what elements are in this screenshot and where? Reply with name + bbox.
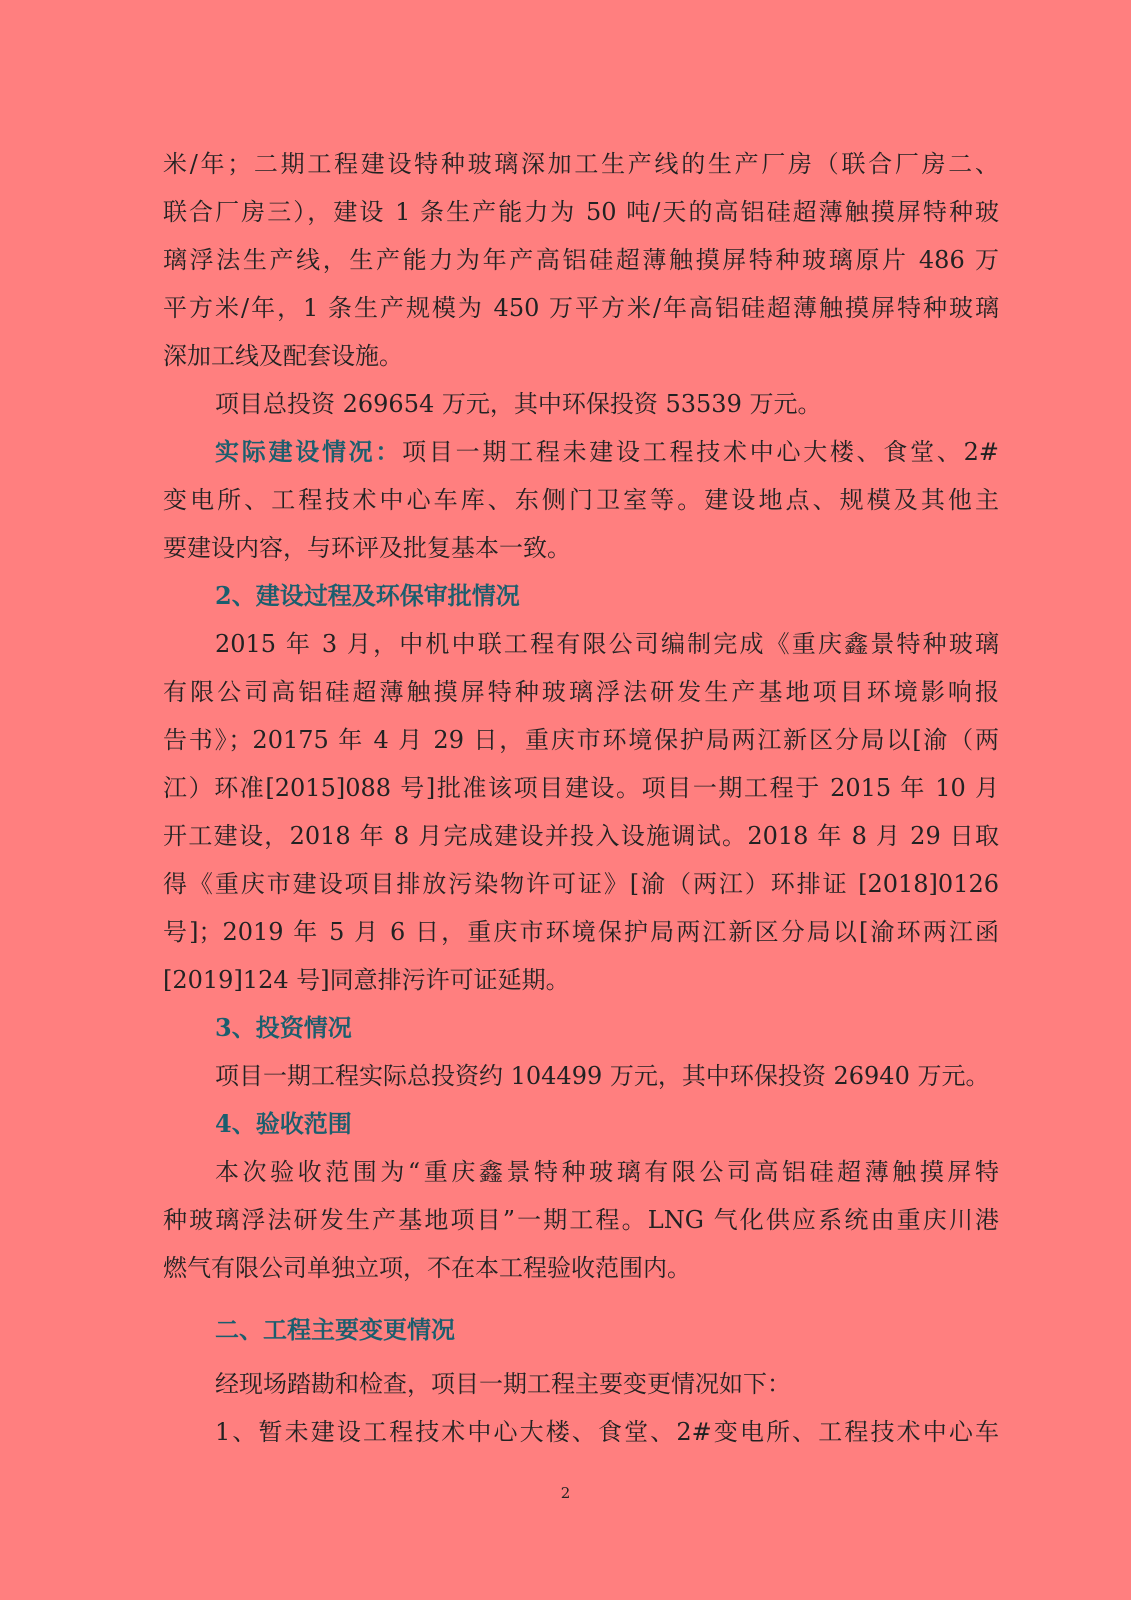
paragraph-total-investment: 项目总投资 269654 万元，其中环保投资 53539 万元。 bbox=[215, 390, 822, 418]
actual-construction-label: 实际建设情况： bbox=[215, 437, 403, 466]
text-line: 米/年；二期工程建设特种玻璃深加工生产线的生产厂房（联合厂房二、 bbox=[163, 150, 999, 178]
paragraph-actual-investment: 项目一期工程实际总投资约 104499 万元，其中环保投资 26940 万元。 bbox=[215, 1062, 990, 1090]
section-heading: 4、验收范围 bbox=[215, 1109, 352, 1138]
text-line: 深加工线及配套设施。 bbox=[163, 342, 403, 370]
chapter-heading: 二、工程主要变更情况 bbox=[215, 1315, 455, 1344]
text-line: 种玻璃浮法研发生产基地项目”一期工程。LNG 气化供应系统由重庆川港 bbox=[163, 1206, 999, 1234]
text-line: 变电所、工程技术中心车库、东侧门卫室等。建设地点、规模及其他主 bbox=[163, 486, 999, 514]
text-line: 平方米/年，1 条生产规模为 450 万平方米/年高铝硅超薄触摸屏特种玻璃 bbox=[163, 294, 999, 322]
text-line: 得《重庆市建设项目排放污染物许可证》[渝（两江）环排证 [2018]0126 bbox=[163, 870, 999, 898]
text-line: 江）环准[2015]088 号]批准该项目建设。项目一期工程于 2015 年 10 月 bbox=[163, 774, 999, 802]
text-line: 要建设内容，与环评及批复基本一致。 bbox=[163, 534, 571, 562]
text-line: [2019]124 号]同意排污许可证延期。 bbox=[163, 966, 570, 994]
text-line bbox=[163, 428, 999, 476]
text-line: 璃浮法生产线，生产能力为年产高铝硅超薄触摸屏特种玻璃原片 486 万 bbox=[163, 246, 999, 274]
paragraph-actual-construction bbox=[163, 428, 999, 572]
text-line: 2015 年 3 月，中机中联工程有限公司编制完成《重庆鑫景特种玻璃 bbox=[215, 630, 999, 658]
page-number: 2 bbox=[560, 1484, 571, 1502]
text-line: 联合厂房三），建设 1 条生产能力为 50 吨/天的高铝硅超薄触摸屏特种玻 bbox=[163, 198, 999, 226]
section-heading: 3、投资情况 bbox=[215, 1013, 352, 1042]
text-line: 告书》；20175 年 4 月 29 日，重庆市环境保护局两江新区分局以[渝（两 bbox=[163, 726, 999, 754]
section-heading: 2、建设过程及环保审批情况 bbox=[215, 581, 520, 610]
text-line: 燃气有限公司单独立项，不在本工程验收范围内。 bbox=[163, 1254, 691, 1282]
paragraph-acceptance-scope bbox=[163, 1148, 999, 1292]
text-line: 号]；2019 年 5 月 6 日，重庆市环境保护局两江新区分局以[渝环两江函 bbox=[163, 918, 999, 946]
document-page bbox=[163, 140, 999, 1456]
paragraph-approval-process bbox=[163, 620, 999, 1004]
change-item-1: 1、暂未建设工程技术中心大楼、食堂、2#变电所、工程技术中心车 bbox=[215, 1418, 999, 1446]
text-line: 本次验收范围为“重庆鑫景特种玻璃有限公司高铝硅超薄触摸屏特 bbox=[215, 1158, 999, 1186]
spacer bbox=[163, 1292, 999, 1306]
paragraph-change-intro: 经现场踏勘和检查，项目一期工程主要变更情况如下： bbox=[215, 1370, 791, 1398]
text-line: 开工建设，2018 年 8 月完成建设并投入设施调试。2018 年 8 月 29 日取 bbox=[163, 822, 999, 850]
text-line: 有限公司高铝硅超薄触摸屏特种玻璃浮法研发生产基地项目环境影响报 bbox=[163, 678, 999, 706]
paragraph-project-scope bbox=[163, 140, 999, 380]
actual-construction-text: 项目一期工程未建设工程技术中心大楼、食堂、2# bbox=[402, 438, 999, 466]
